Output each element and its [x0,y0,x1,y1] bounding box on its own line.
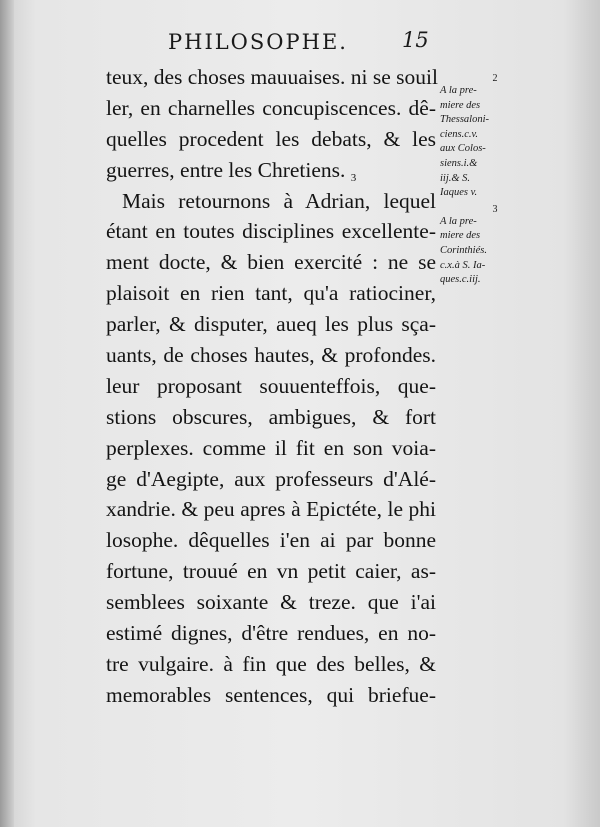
margin-note-number: 3 [492,203,498,215]
text-line: ment docte, & bien exercité : ne se [106,250,436,275]
text-line: semblees soixante & treze. que i'ai [106,590,436,615]
text-line: plaisoit en rien tant, qu'a ratiociner, [106,281,436,306]
margin-note-line: aux Colos- [440,143,486,155]
running-title: PHILOSOPHE. [168,30,348,54]
main-text-block [106,62,439,711]
text-line: leur proposant souuenteffois, que- [106,373,436,398]
page-number: 15 [402,28,429,52]
text-line-content: guerres, entre les Chretiens. [106,157,346,182]
text-line: losophe. dêquelles i'en ai par bonne [106,528,436,553]
text-line: uants, de choses hautes, & profondes. [106,343,436,368]
margin-note-number: 2 [492,73,498,84]
margin-note-line: Iaques v. [440,187,478,199]
margin-note-line: A la pre- [440,215,477,227]
page-gutter-shadow [0,0,14,827]
text-line: teux, des choses mauuaises. ni se souil [106,65,439,89]
margin-note [440,205,530,288]
note-reference: 3 [350,171,357,184]
text-line: tre vulgaire. à fin que des belles, & [106,651,436,676]
margin-note-line: Thessaloni- [440,114,490,126]
text-line: estimé dignes, d'être rendues, en no- [106,621,436,646]
margin-notes [440,74,530,288]
text-line: parler, & disputer, aueq les plus sça- [106,312,436,337]
margin-note-line: miere des [440,99,481,111]
text-line: stions obscures, ambigues, & fort [106,404,436,429]
text-line: fortune, trouué en vn petit caier, as- [106,559,436,584]
text-line: memorables sentences, qui briefue- [106,682,436,707]
margin-note-line: A la pre- [440,85,477,96]
margin-note-line: Corinthiés. [440,244,487,256]
margin-note-line: c.x.à S. Ia- [440,259,486,271]
text-line: ge d'Aegipte, aux professeurs d'Alé- [106,466,436,491]
text-line [106,155,436,186]
paragraph-start-line: Mais retournons à Adrian, lequel [122,188,436,213]
text-line: ler, en charnelles concupiscences. dê- [106,95,436,120]
text-line: étant en toutes disciplines excellente- [106,219,436,244]
margin-note-line: ciens.c.v. [440,128,478,140]
text-line: xandrie. & peu apres à Epictéte, le phi [106,497,436,522]
margin-note-line: ques.c.iij. [440,274,481,286]
margin-note-line: miere des [440,230,481,242]
margin-note-line: iij.& S. [440,172,471,184]
text-line: perplexes. comme il fit en son voia- [106,435,436,460]
margin-note-line: siens.i.& [440,157,478,169]
text-line: quelles procedent les debats, & les [106,126,436,151]
margin-note [440,74,530,201]
